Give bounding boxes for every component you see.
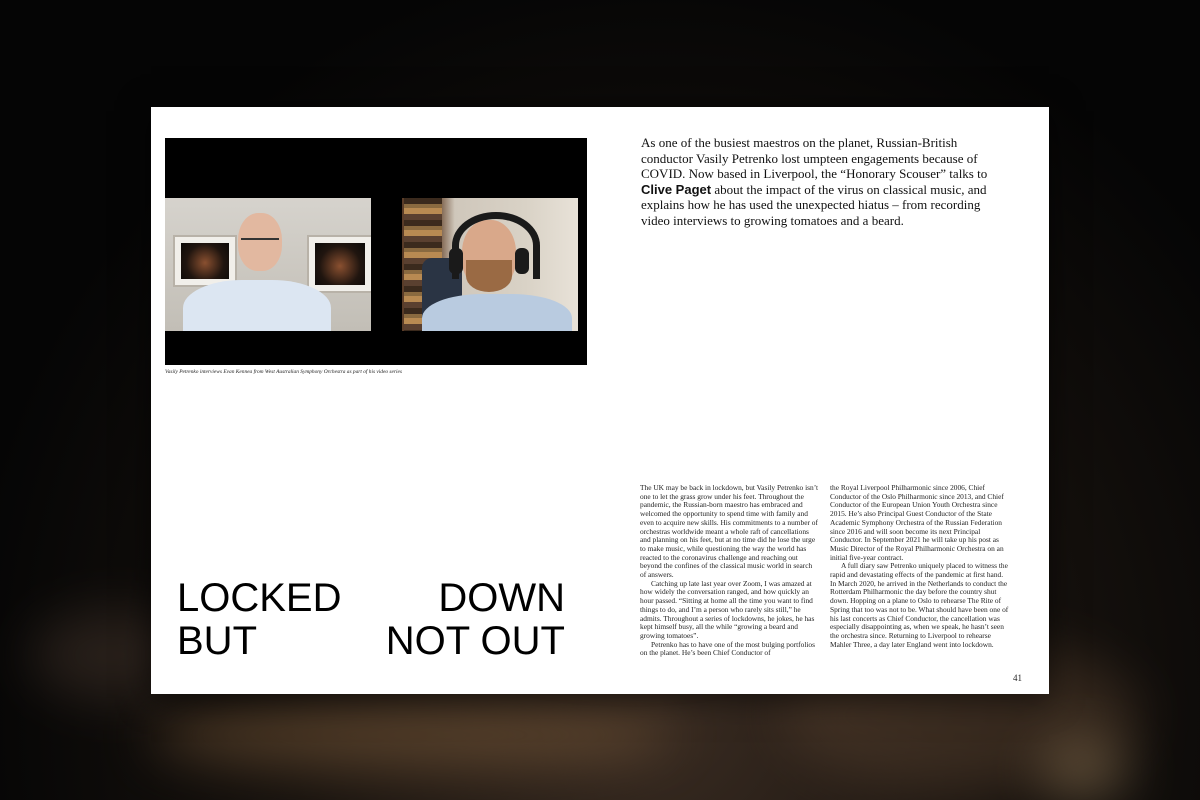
body-paragraph: Petrenko has to have one of the most bulging portfolios on the planet. He’s been Chief Conductor of <box>640 639 816 658</box>
headline-word: DOWN <box>438 576 565 620</box>
video-tile-interviewer <box>165 198 371 331</box>
body-paragraph: Catching up late last year over Zoom, I was amazed at how widely the conversation ranged, and how quickly an hour passed. “Sitting at home all the time you want to find things to do, and I’m a person who rarely sits still,” he admits. Throughout a series of lockdowns, he jokes, he has kept himself busy, all the while “growing a beard and growing tomatoes”. <box>640 578 815 640</box>
headset-earcup <box>515 248 529 274</box>
author-name: Clive Paget <box>641 181 712 197</box>
person-shirt <box>422 294 572 331</box>
video-tile-guest <box>402 198 578 331</box>
background-blur-shape <box>1040 740 1130 800</box>
background-blur-shape <box>150 700 670 770</box>
wall-painting <box>307 235 371 293</box>
intro-text-start: As one of the busiest maestros on the planet, Russian-British conductor Vasily Petrenko lost umpteen engagements because of COVID. Now based in Liverpool, the “Honorary Scouser” talks to <box>641 135 988 181</box>
headline-word: BUT <box>177 619 257 663</box>
intro-standfirst <box>641 135 1011 228</box>
wall-painting <box>173 235 237 287</box>
body-paragraph: the Royal Liverpool Philharmonic since 2006, Chief Conductor of the Oslo Philharmonic since 2013, and Chief Conductor of the European Union Youth Orchestra since 2015. He’s also Principal Guest Conductor of the State Academic Symphony Orchestra of the Russian Federation since 2016 and will soon become its next Principal Conductor. In September 2021 he will take up his post as Music Director of the Royal Philharmonic Orchestra on an initial five-year contract. <box>830 483 1004 562</box>
magazine-page <box>151 107 1049 694</box>
body-column-2 <box>830 484 1010 649</box>
person-shirt <box>183 280 331 331</box>
glasses <box>241 238 279 248</box>
article-headline <box>177 577 565 663</box>
page-number: 41 <box>1013 673 1022 683</box>
headline-line-1 <box>177 577 565 620</box>
headline-word: NOT OUT <box>385 619 565 663</box>
body-paragraph: A full diary saw Petrenko uniquely placed to witness the rapid and devastating effects of the pandemic at first hand. In March 2020, he arrived in the Netherlands to conduct the Rotterdam Philharmonic the day before the country shut down. Hopping on a plane to Oslo to rehearse The Rite of Spring that too was not to be. What should have been one of his last concerts as Chief Conductor, the cancellation was especially disappointing as, when we speak, he hasn’t seen the orchestra since. Returning to Liverpool to rehearse Mahler Three, a day later England went into lockdown. <box>830 561 1009 649</box>
headset-earcup <box>449 248 463 274</box>
body-column-1 <box>640 484 820 658</box>
photo-caption: Vasily Petrenko interviews Evan Kennea from West Australian Symphony Orchestra as part of his video series <box>165 369 403 375</box>
video-call-photo <box>165 138 587 365</box>
intro-text-end: about the impact of the virus on classical music, and explains how he has used the unexpected hiatus – from recording video interviews to growing tomatoes and a beard. <box>641 181 987 228</box>
body-paragraph: The UK may be back in lockdown, but Vasily Petrenko isn’t one to let the grass grow under his feet. Throughout the pandemic, the Russian-born maestro has embraced and welcomed the opportunity to spend time with family and even to acquire new skills. His commitments to a number of orchestras worldwide meant a whole raft of cancellations and planning on his feet, but at no time did he lose the urge to make music, while questioning the way the world has reacted to the coronavirus challenge and reaching out beyond the confines of the classical music world in search of answers. <box>640 483 819 580</box>
headline-line-2 <box>177 620 565 663</box>
headline-word: LOCKED <box>177 576 342 620</box>
